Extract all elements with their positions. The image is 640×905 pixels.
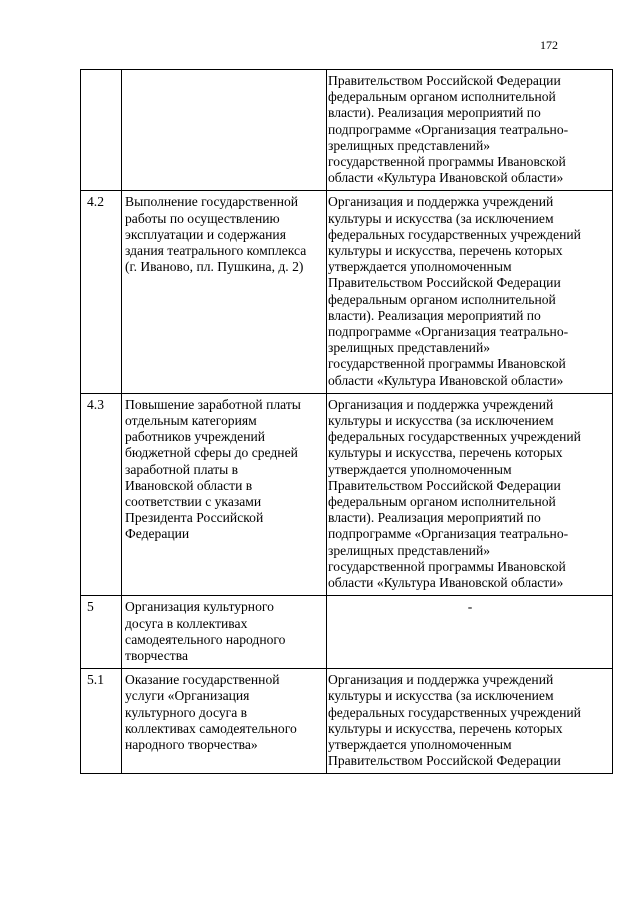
activity-description-line: культуры и искусства (за исключением bbox=[328, 688, 554, 704]
activity-name-cell bbox=[122, 393, 327, 595]
activity-description-line: Организация и поддержка учреждений bbox=[328, 194, 554, 210]
table-body bbox=[81, 70, 613, 774]
activity-name-line: услуги «Организация bbox=[125, 688, 250, 704]
activity-description-line: власти). Реализация мероприятий по bbox=[328, 307, 541, 323]
activity-name-line: Ивановской области в bbox=[125, 477, 253, 493]
row-number-cell: 4.3 bbox=[81, 393, 122, 595]
activity-name-line: отдельным категориям bbox=[125, 413, 257, 429]
activity-name-line: Оказание государственной bbox=[125, 672, 280, 688]
activity-description-line: федеральных государственных учреждений bbox=[328, 226, 581, 242]
activity-description-line: подпрограмме «Организация театрально- bbox=[328, 121, 569, 137]
activity-description-line: утверждается уполномоченным bbox=[328, 259, 512, 275]
activity-description-line: культуры и искусства, перечень которых bbox=[328, 445, 563, 461]
activity-name-line: культурного досуга в bbox=[125, 704, 248, 720]
activity-description-line: зрелищных представлений» bbox=[328, 340, 491, 356]
activity-description-line: федеральным органом исполнительной bbox=[328, 89, 556, 105]
activity-description-line: Правительством Российской Федерации bbox=[328, 73, 561, 88]
activity-description-line: федеральным органом исполнительной bbox=[328, 291, 556, 307]
activity-description-cell bbox=[327, 669, 613, 774]
table-row bbox=[81, 393, 613, 595]
activity-name-line: коллективах самодеятельного bbox=[125, 720, 297, 736]
activity-name-line: эксплуатации и содержания bbox=[125, 226, 286, 242]
activity-description-line: культуры и искусства (за исключением bbox=[328, 413, 554, 429]
activity-description-line: государственной программы Ивановской bbox=[328, 356, 566, 372]
activity-name-cell bbox=[122, 191, 327, 393]
activity-description-cell bbox=[327, 70, 613, 191]
activity-description-line: культуры и искусства, перечень которых bbox=[328, 243, 563, 259]
activity-description-line: государственной программы Ивановской bbox=[328, 154, 566, 170]
activity-description-line: федеральных государственных учреждений bbox=[328, 429, 581, 445]
activity-description-cell bbox=[327, 596, 613, 669]
activity-name-line: досуга в коллективах bbox=[125, 615, 248, 631]
program-table bbox=[80, 69, 613, 774]
activity-description-line: Правительством Российской Федерации bbox=[328, 753, 561, 769]
activity-description-line: Организация и поддержка учреждений bbox=[328, 672, 554, 688]
activity-name-line: творчества bbox=[125, 647, 188, 663]
activity-description-line: Правительством Российской Федерации bbox=[328, 275, 561, 291]
activity-description-cell bbox=[327, 393, 613, 595]
row-number-cell: 4.2 bbox=[81, 191, 122, 393]
table-row bbox=[81, 70, 613, 191]
row-number-cell bbox=[81, 70, 122, 191]
activity-description-line: области «Культура Ивановской области» bbox=[328, 575, 564, 591]
activity-description-line: утверждается уполномоченным bbox=[328, 736, 512, 752]
activity-name-line: Президента Российской bbox=[125, 510, 264, 526]
activity-name-line: Повышение заработной платы bbox=[125, 396, 301, 412]
activity-description-line: подпрограмме «Организация театрально- bbox=[328, 526, 569, 542]
activity-description-line: зрелищных представлений» bbox=[328, 137, 491, 153]
activity-description-line: власти). Реализация мероприятий по bbox=[328, 105, 541, 121]
activity-name-cell bbox=[122, 669, 327, 774]
table-row bbox=[81, 596, 613, 669]
activity-description-line: федеральным органом исполнительной bbox=[328, 494, 556, 510]
activity-name-line: здания театрального комплекса bbox=[125, 243, 307, 259]
activity-description-line: области «Культура Ивановской области» bbox=[328, 372, 564, 388]
activity-description-line: подпрограмме «Организация театрально- bbox=[328, 324, 569, 340]
row-number-cell: 5 bbox=[81, 596, 122, 669]
table-row bbox=[81, 669, 613, 774]
activity-description-line: федеральных государственных учреждений bbox=[328, 704, 581, 720]
table-row bbox=[81, 191, 613, 393]
activity-name-line: Выполнение государственной bbox=[125, 194, 299, 210]
activity-description-line: - bbox=[467, 599, 473, 615]
activity-name-line: бюджетной сферы до средней bbox=[125, 445, 298, 461]
activity-name-line: работников учреждений bbox=[125, 429, 266, 445]
activity-name-line: Организация культурного bbox=[125, 599, 274, 615]
activity-name-cell bbox=[122, 70, 327, 191]
activity-description-line: Правительством Российской Федерации bbox=[328, 477, 561, 493]
activity-description-line: государственной программы Ивановской bbox=[328, 558, 566, 574]
row-number-cell: 5.1 bbox=[81, 669, 122, 774]
activity-name-line: Федерации bbox=[125, 526, 190, 542]
activity-name-line: работы по осуществлению bbox=[125, 210, 280, 226]
activity-description-line: культуры и искусства, перечень которых bbox=[328, 720, 563, 736]
activity-description-line: Организация и поддержка учреждений bbox=[328, 396, 554, 412]
activity-description-line: зрелищных представлений» bbox=[328, 542, 491, 558]
activity-description-cell bbox=[327, 191, 613, 393]
activity-name-line: народного творчества» bbox=[125, 736, 258, 752]
activity-name-line: самодеятельного народного bbox=[125, 631, 286, 647]
activity-description-line: культуры и искусства (за исключением bbox=[328, 210, 554, 226]
activity-description-line: утверждается уполномоченным bbox=[328, 461, 512, 477]
activity-description-line: области «Культура Ивановской области» bbox=[328, 170, 564, 186]
activity-name-cell bbox=[122, 596, 327, 669]
activity-name-line: заработной платы в bbox=[125, 461, 239, 477]
activity-name-line: соответствии с указами bbox=[125, 494, 262, 510]
activity-name-line: (г. Иваново, пл. Пушкина, д. 2) bbox=[125, 259, 304, 275]
activity-description-line: власти). Реализация мероприятий по bbox=[328, 510, 541, 526]
page-number: 172 bbox=[540, 38, 558, 52]
